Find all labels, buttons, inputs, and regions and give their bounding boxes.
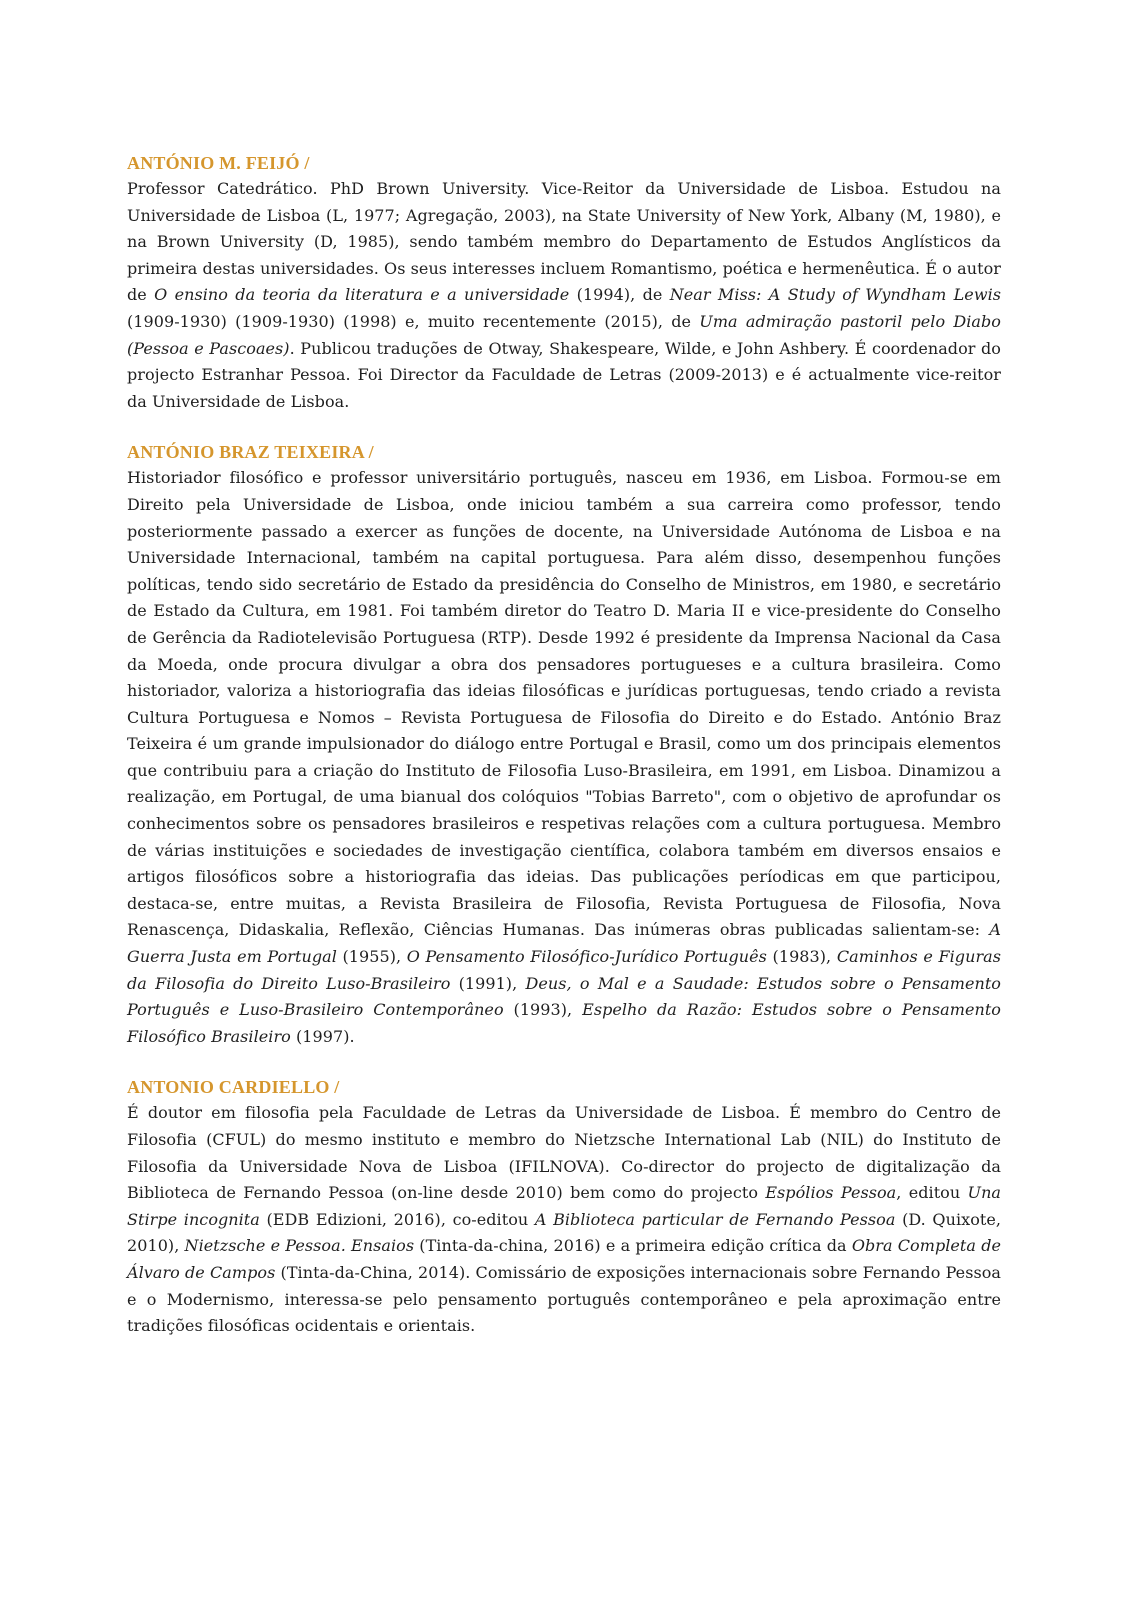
- book-title: O ensino da teoria da literatura e a universidade: [154, 285, 570, 305]
- bio-entry-feijo: [127, 150, 1001, 415]
- book-title: Nietzsche e Pessoa. Ensaios: [184, 1236, 415, 1256]
- book-title: Deus, o Mal e a Saudade: Estudos sobre o Pensamento Português e Luso-Brasileiro Contemporâneo: [127, 973, 1001, 1020]
- author-name: ANTÓNIO BRAZ TEIXEIRA /: [127, 442, 374, 463]
- author-bio: [127, 1100, 1001, 1339]
- bio-text: (1993),: [503, 1000, 583, 1020]
- book-title: Espólios Pessoa: [765, 1183, 897, 1203]
- bio-entry-cardiello: [127, 1074, 1001, 1339]
- bio-text: (Tinta-da-china, 2016) e a primeira edição crítica da: [414, 1236, 852, 1256]
- bio-text: , editou: [896, 1183, 968, 1203]
- book-title: Espelho da Razão: Estudos sobre o Pensamento Filosófico Brasileiro: [127, 1000, 1001, 1046]
- author-name: ANTÓNIO M. FEIJÓ /: [127, 153, 310, 173]
- book-title: Obra Completa de Álvaro de Campos: [127, 1236, 1002, 1282]
- bio-text: É doutor em filosofia pela Faculdade de Letras da Universidade de Lisboa. É membro do Centro de Filosofia (CFUL) do mesmo instituto e membro do Nietzsche International Lab (NIL) do Instituto de Filosofia da Universidade Nova de Lisboa (IFILNOVA). Co-director do projecto de digitalização da Biblioteca de Fernando Pessoa (on-line desde 2010) bem como do projecto: [127, 1103, 1001, 1203]
- book-title: A Biblioteca particular de Fernando Pessoa: [534, 1209, 896, 1229]
- book-title: Uma admiração pastoril pelo Diabo (Pessoa e Pascoaes): [127, 311, 1001, 358]
- author-bio: [127, 465, 1001, 1050]
- author-bio: [127, 176, 1001, 415]
- bio-text: (1997).: [290, 1026, 355, 1046]
- bio-text: . Publicou traduções de Otway, Shakespeare, Wilde, e John Ashbery. É coordenador do projecto Estranhar Pessoa. Foi Director da Faculdade de Letras (2009-2013) e é actualmente vice-reitor da Universidade de Lisboa.: [127, 338, 1001, 411]
- author-name: ANTONIO CARDIELLO /: [127, 1077, 340, 1098]
- bio-text: (Tinta-da-China, 2014). Comissário de exposições internacionais sobre Fernando Pessoa e o Modernismo, interessa-se pelo pensamento português contemporâneo e pela aproximação entre tradições filosóficas ocidentais e orientais.: [127, 1262, 1001, 1336]
- bio-text: Historiador filosófico e professor universitário português, nasceu em 1936, em Lisboa. Formou-se em Direito pela Universidade de Lisboa, onde iniciou também a sua carreira como professor, tendo posteriormente passado a exercer as funções de docente, na Universidade Autónoma de Lisboa e na Universidade Internacional, também na capital portuguesa. Para além disso, desempenhou funções políticas, tendo sido secretário de Estado da presidência do Conselho de Ministros, em 1980, e secretário de Estado da Cultura, em 1981. Foi também diretor do Teatro D. Maria II e vice-presidente do Conselho de Gerência da Radiotelevisão Portuguesa (RTP). Desde 1992 é presidente da Imprensa Nacional da Casa da Moeda, onde procura divulgar a obra dos pensadores portugueses e a cultura brasileira. Como historiador, valoriza a historiografia das ideias filosóficas e jurídicas portuguesas, tendo criado a revista Cultura Portuguesa e Nomos – Revista Portuguesa de Filosofia do Direito e do Estado. António Braz Teixeira é um grande impulsionador do diálogo entre Portugal e Brasil, como um dos principais elementos que contribuiu para a criação do Instituto de Filosofia Luso-Brasileira, em 1991, em Lisboa. Dinamizou a realização, em Portugal, de uma bianual dos colóquios "Tobias Barreto", com o objetivo de aprofundar os conhecimentos sobre os pensadores brasileiros e respetivas relações com a cultura portuguesa. Membro de várias instituições e sociedades de investigação científica, colabora também em diversos ensaios e artigos filosóficos sobre a historiografia das ideias. Das publicações períodicas em que participou, destaca-se, entre muitas, a Revista Brasileira de Filosofia, Revista Portuguesa de Filosofia, Nova Renascença, Didaskalia, Reflexão, Ciências Humanas. Das inúmeras obras publicadas salientam-se:: [127, 468, 1001, 940]
- book-title: Una Stirpe incognita: [127, 1183, 1002, 1229]
- book-title: Caminhos e Figuras da Filosofia do Direito Luso-Brasileiro: [127, 947, 1002, 993]
- bio-text: (1994), de: [569, 285, 670, 305]
- bio-text: (1991),: [450, 973, 526, 993]
- document-page: [127, 150, 1001, 1364]
- bio-text: (EDB Edizioni, 2016), co-editou: [259, 1209, 535, 1229]
- book-title: O Pensamento Filosófico-Jurídico Português: [406, 947, 767, 967]
- bio-text: (1983),: [766, 947, 837, 967]
- bio-text: (1909-1930) (1909-1930) (1998) e, muito recentemente (2015), de: [127, 311, 700, 331]
- bio-text: (D. Quixote, 2010),: [127, 1209, 1002, 1256]
- bio-text: Professor Catedrático. PhD Brown University. Vice-Reitor da Universidade de Lisboa. Estudou na Universidade de Lisboa (L, 1977; Agregação, 2003), na State University of New York, Albany (M, 1980), e na Brown University (D, 1985), sendo também membro do Departamento de Estudos Anglísticos da primeira destas universidades. Os seus interesses incluem Romantismo, poética e hermenêutica. É o autor de: [127, 179, 1001, 305]
- bio-entry-braz-teixeira: [127, 439, 1001, 1050]
- book-title: A Guerra Justa em Portugal: [127, 920, 1001, 967]
- bio-text: (1955),: [336, 947, 407, 967]
- book-title: Near Miss: A Study of Wyndham Lewis: [669, 285, 1001, 305]
